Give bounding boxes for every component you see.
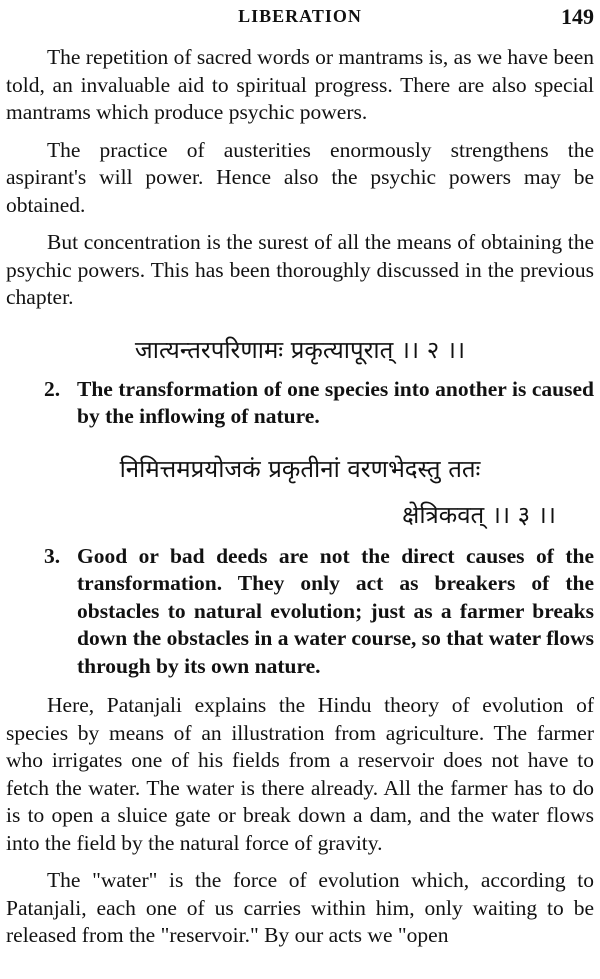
body-text bbox=[6, 44, 594, 960]
sutra-2-sanskrit: जात्यन्तरपरिणामः प्रकृत्यापूरात् ।। २ ।। bbox=[134, 335, 466, 364]
running-head: LIBERATION bbox=[238, 6, 362, 26]
sutra-2-number: 2. bbox=[44, 376, 61, 401]
sutra-3-sanskrit-line2: क्षेत्रिकवत् ।। ३ ।। bbox=[402, 500, 556, 529]
sutra-3-translation bbox=[6, 543, 594, 681]
page-number: 149 bbox=[561, 4, 594, 29]
paragraph-concentration: But concentration is the surest of all the means of obtaining the psychic powers. This has been thoroughly discussed in the previous chapter. bbox=[6, 230, 594, 309]
sutra-3-sanskrit-line1: निमित्तमप्रयोजकं प्रकृतीनां वरणभेदस्तु ततः bbox=[119, 454, 481, 483]
sutra-3-text: Good or bad deeds are not the direct causes of the transformation. They only act as breakers of the obstacles to natural evolution; just as a farmer breaks down the obstacles in a water course, so that water flows through by its own nature. bbox=[77, 543, 594, 678]
sutra-2-text: The transformation of one species into another is caused by the inflowing of nature. bbox=[77, 376, 594, 428]
sutra-2-translation bbox=[6, 376, 594, 431]
paragraph-evolution: Here, Patanjali explains the Hindu theory of evolution of species by means of an illustration from agriculture. The farmer who irrigates one of his fields from a reservoir does not have to fetch the water. The water is there already. All the farmer has to do is to open a sluice gate or break down a dam, and the water flows into the field by the natural force of gravity. bbox=[6, 693, 594, 855]
paragraph-austerities: The practice of austerities enormously strengthens the aspirant's will power. Hence also the psychic powers may be obtained. bbox=[6, 137, 594, 217]
paragraph-mantrams: The repetition of sacred words or mantrams is, as we have been told, an invaluable aid to spiritual progress. There are also special mantrams which produce psychic powers. bbox=[6, 45, 594, 124]
page-header bbox=[0, 2, 600, 30]
paragraph-water: The "water" is the force of evolution which, according to Patanjali, each one of us carries within him, only waiting to be released from the "reservoir." By our acts we "open bbox=[6, 868, 594, 947]
sutra-3-number: 3. bbox=[44, 543, 61, 568]
